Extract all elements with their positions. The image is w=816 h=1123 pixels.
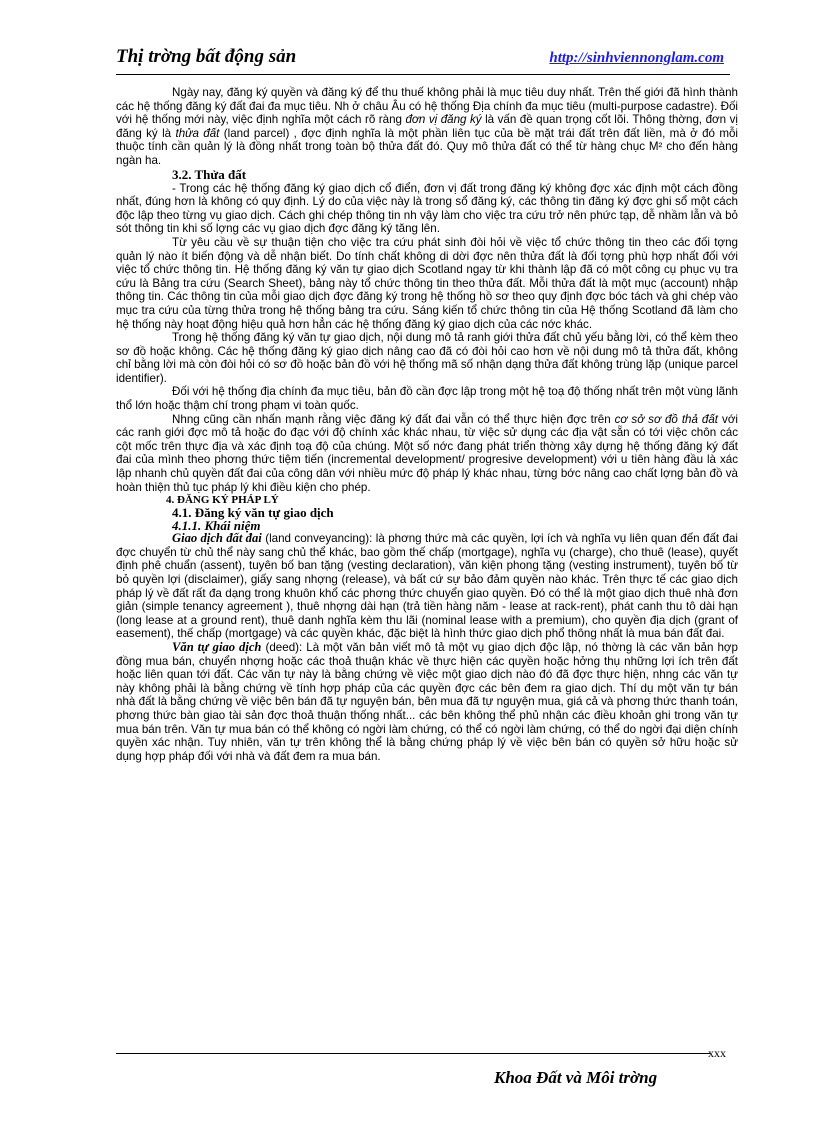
emphasis-thua-dat: thửa đất [175,126,220,140]
paragraph-8: Văn tự giao dịch (deed): Là một văn bản viết mô tả một vụ giao dịch độc lập, nó thờng là các văn bản hợp đồng mua bán, chuyển nhợng hoặc các thoả thuận khác về thực hiện các quyền hoặc hởng thụ những lợi ích trên đất hoặc liên quan tới đất. Các văn tự này là bằng chứng về việc một giao dịch nào đó đã đợc thực hiện, nhng các văn tự này không phải là bằng chứng về tính hợp pháp của các quyền đợc các bên đem ra giao dịch. Thí dụ một văn tự bán nhà đất là bằng chứng về việc bên bán đã tự nguyện bán, bên mua đã tự nguyện mua, giá cả và phơng thức thanh toán, phơng thức bàn giao tài sản đợc thoả thuận thống nhất... các bên không thể phủ nhận các điều khoản ghi trong văn tự mua bán trên. Văn tự mua bán có thể không có ngời làm chứng, có thể có ngời làm chứng, có thể do ngời đại diện chính quyền xác nhận. Tuy nhiên, văn tự trên không thể là bằng chứng pháp lý về việc bên bán có quyền sở hữu hoặc sử dụng hợp pháp đối với nhà và đất đem ra mua bán. [116,639,738,763]
emphasis-so-do: cơ sở sơ đồ thả đất [614,412,719,426]
paragraph-1: Ngày nay, đăng ký quyền và đăng ký để thu thuế không phải là mục tiêu duy nhất. Trên thế giới đã hình thành các hệ thống đăng ký đất đai đa mục tiêu. Nh ở châu Âu có hệ thống Địa chính đa mục tiêu (multi-purpose cadastre). Đối với hệ thống mới này, việc định nghĩa một cách rõ ràng đơn vị đăng ký là vấn đề quan trọng cốt lõi. Thông thờng, đơn vị đăng ký là thửa đất (land parcel) , đợc định nghĩa là một phần liên tục của bề mặt trái đất trên đất liền, mà ở đó mỗi thuộc tính cần quản lý là đồng nhất trong toàn bộ thửa đất đó. Quy mô thửa đất có thể từ hàng chục M² cho đến hàng ngàn ha. [116,86,739,167]
term-giao-dich-dat-dai: Giao dịch đất đai [172,531,262,546]
emphasis-don-vi-dang-ky: đơn vị đăng ký [405,113,482,127]
header-title: Thị trờng bất động sản [116,46,297,67]
paragraph-5: Đối với hệ thống địa chính đa mục tiêu, bản đồ cần đợc lập trong một hệ toạ độ thống nhất trên một vùng lãnh thổ lớn hoặc thậm chí trong phạm vi toàn quốc. [116,385,738,413]
footer-page-number: xxx [708,1046,726,1060]
page-content [116,86,738,763]
footer-department: Khoa Đất và Môi trờng [494,1068,658,1087]
paragraph-3: Từ yêu cầu về sự thuận tiện cho việc tra cứu phát sinh đòi hỏi về việc tổ chức thông tin theo các đối tợng quản lý nào ít biến động và dễ nhận biết. Do tính chất không di dời đợc nên thửa đất là đối tợng phù hợp nhất đối với việc tổ chức thông tin. Hệ thống đăng ký văn tự giao dịch Scotland ngay từ khi thành lập đã có một công cụ phục vụ tra cứu là Bảng tra cứu (Search Sheet), bảng này tổ chức thông tin theo thửa đất. Mỗi thửa đất là một mục (account) nhập thông tin. Các thông tin của mỗi giao dịch đợc đăng ký trong hệ thống hồ sơ theo quy định đợc bóc tách và ghi chép vào mục tra cứu của từng thửa trong hệ thống bảng tra cứu. Sáng kiến tổ chức thông tin của Hệ thống Scotland đã làm cho hệ thống này hoạt động hiệu quả hơn hẳn các hệ thống đăng ký giao dịch của các nớc khác. [116,235,738,331]
heading-4-1: 4.1. Đăng ký văn tự giao dịch [172,505,334,521]
term-van-tu-giao-dich: Văn tự giao dịch [172,639,262,654]
heading-3-2: 3.2. Thửa đất [172,166,247,182]
heading-4-1-1: 4.1.1. Khái niệm [172,518,261,534]
paragraph-2: - Trong các hệ thống đăng ký giao dịch cổ điển, đơn vị đất trong đăng ký không đợc xác định một cách đồng nhất, đúng hơn là không có quy định. Lý do của việc này là trong sổ đăng ký, các thông tin đăng ký đợc ghi sổ một cách độc lập theo từng vụ giao dịch. Cách ghi chép thông tin nh vậy làm cho việc tra cứu trở nên phức tạp, dễ nhầm lẫn và bỏ sót thông tin khi số lợng các vụ giao dịch đợc đăng ký tăng lên. [116,181,738,236]
paragraph-6: Nhng cũng cần nhấn mạnh rằng việc đăng ký đất đai vẫn có thể thực hiện đợc trên cơ sở sơ đồ thả đất với các ranh giới đợc mô tả hoặc đo đạc với độ chính xác khác nhau, từ việc sử dụng các địa vật sẵn có tới việc chôn các cột mốc trên thực địa và xác định toạ độ của chúng. Một số nớc đang phát triển thờng xây dựng hệ thống đăng ký đất đai của mình theo phơng thức tiệm tiến (incremental development/ progresive development) với u tiên hàng đầu là xác lập nhanh chủ quyền đất đai của công dân với nhiều mức độ pháp lý khác nhau, từng bớc nâng cao chất lợng bản đồ và hoàn thiện thủ tục pháp lý khi điều kiện cho phép. [116,412,738,494]
paragraph-4: Trong hệ thống đăng ký văn tự giao dịch, nội dung mô tả ranh giới thửa đất chủ yếu bằng lời, có thể kèm theo sơ đồ hoặc không. Các hệ thống đăng ký giao dịch nâng cao đã có đòi hỏi cao hơn về nội dung mô tả thửa đất, không chỉ bằng lời mà còn đòi hỏi có sơ đồ hoặc bản đồ với hệ thống mã số nhận dạng thửa đất không trùng lặp (unique parcel identifier). [116,331,738,385]
heading-4: 4. ĐĂNG KÝ PHÁP LÝ [166,494,279,507]
page-header [116,46,730,76]
paragraph-7: Giao dịch đất đai (land conveyancing): là phơng thức mà các quyền, lợi ích và nghĩa vụ liên quan đến đất đai đợc chuyển từ chủ thể này sang chủ thể khác, bao gồm thế chấp (mortgage), nghĩa vụ (charge), cho thuê (lease), quyết định phê chuẩn (assent), tuyên bố ban tặng (vesting declaration), văn kiện phong tặng (vesting instrument), tuyên bố từ bỏ quyền lợi (disclaimer), giấy sang nhợng (release), và bất cứ sự bảo đảm quyền nào khác. Trên thực tế các giao dịch pháp lý về đất rất đa dạng trong khuôn khổ các phơng thức chuyển giao quyền. Đó có thể là một giao dịch thuê nhà đơn giản (simple tenancy agreement ), thuê nhợng dài hạn (trả tiền hàng năm - lease at rack-rent), phát canh thu tô dài hạn (long lease at a ground rent), thuê danh nghĩa kèm thu lãi (nominal lease with a premium), cho quyền địa dịch (grant of easement), thế chấp (mortgage) và các quyền khác, đặc biệt là hình thức giao dịch phổ thông nhất là mua bán đất đai. [116,531,738,641]
header-link[interactable]: http://sinhviennonglam.com [549,50,724,66]
footer-rule [116,1053,710,1054]
header-rule [116,74,730,75]
